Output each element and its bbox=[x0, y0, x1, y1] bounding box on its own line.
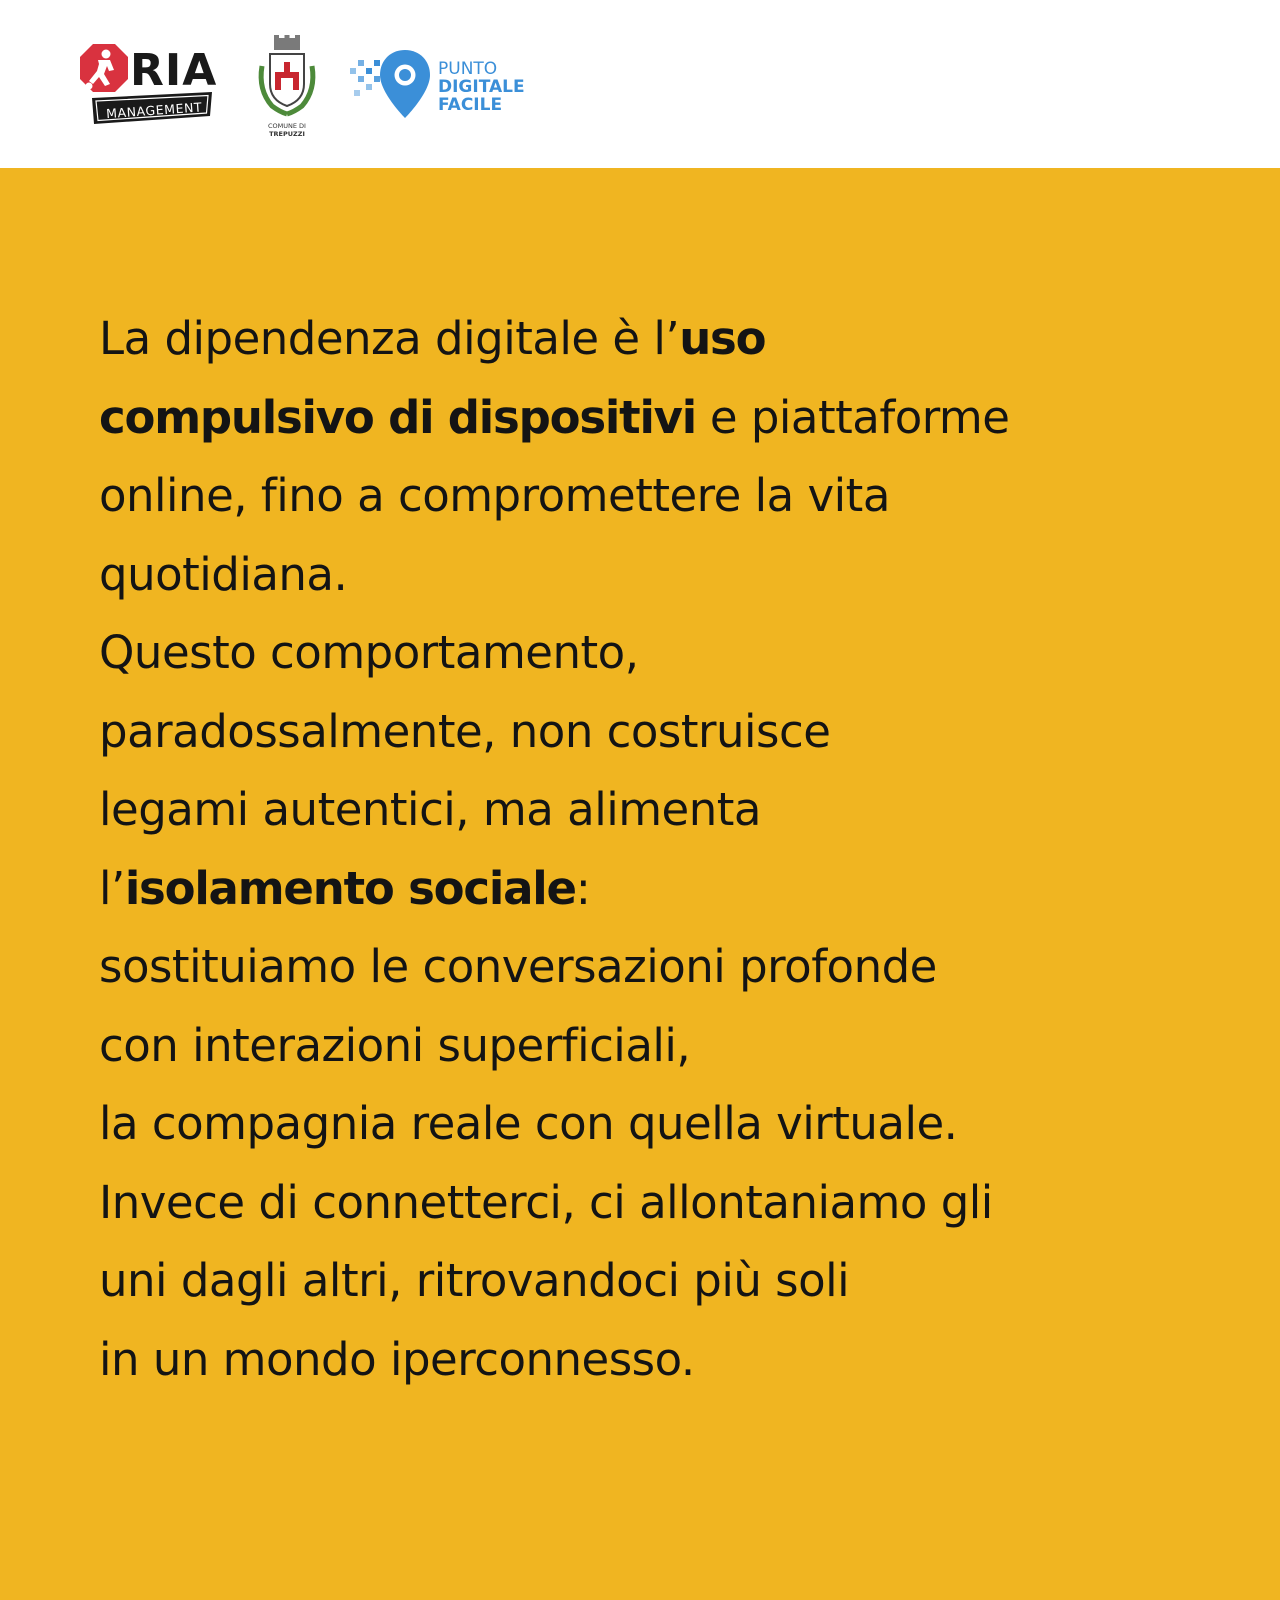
text-segment: uni dagli altri, ritrovandoci più soli bbox=[99, 1254, 850, 1307]
text-line bbox=[99, 1321, 1209, 1400]
text-line bbox=[99, 1085, 1209, 1164]
bold-phrase: uso bbox=[679, 312, 766, 365]
text-line bbox=[99, 693, 1209, 772]
text-line bbox=[99, 928, 1209, 1007]
text-line bbox=[99, 771, 1209, 850]
oria-banner-text: MANAGEMENT bbox=[105, 99, 203, 122]
punto-digitale-facile-logo bbox=[350, 46, 550, 126]
text-line bbox=[99, 1164, 1209, 1243]
text-segment: : bbox=[575, 861, 591, 915]
text-segment: online, fino a compromettere la vita bbox=[99, 469, 890, 522]
oria-wordmark: RIA bbox=[130, 45, 218, 96]
text-segment: sostituiamo le conversazioni profonde bbox=[99, 940, 937, 993]
pdf-line-2: DIGITALE bbox=[438, 77, 525, 97]
text-line bbox=[99, 457, 1209, 536]
text-line bbox=[99, 379, 1209, 458]
crest-icon bbox=[261, 35, 313, 114]
text-segment: in un mondo iperconnesso. bbox=[99, 1332, 695, 1386]
text-line bbox=[99, 300, 1209, 379]
bold-phrase: compulsivo di dispositivi bbox=[99, 390, 697, 444]
text-line bbox=[99, 1007, 1209, 1086]
oria-management-logo bbox=[76, 40, 226, 132]
text-segment: con interazioni superficiali, bbox=[99, 1018, 691, 1072]
text-segment: la compagnia reale con quella virtuale. bbox=[99, 1097, 958, 1150]
text-segment: Questo comportamento, bbox=[99, 626, 639, 679]
pdf-line-1: PUNTO bbox=[438, 59, 498, 79]
pixel-squares-icon bbox=[350, 60, 380, 96]
text-segment: quotidiana. bbox=[99, 547, 348, 601]
text-line bbox=[99, 536, 1209, 615]
text-segment: legami autentici, ma alimenta bbox=[99, 783, 761, 836]
text-segment: l’ bbox=[99, 861, 125, 915]
comune-di-trepuzzi-logo bbox=[252, 32, 322, 138]
pdf-line-3: FACILE bbox=[438, 95, 503, 115]
comune-caption-2: TREPUZZI bbox=[269, 130, 305, 138]
text-segment: La dipendenza digitale è l’ bbox=[99, 312, 680, 365]
comune-caption-1: COMUNE DI bbox=[268, 122, 306, 130]
text-segment: paradossalmente, non costruisce bbox=[99, 704, 831, 758]
text-segment: e piattaforme bbox=[696, 390, 1010, 444]
text-line bbox=[99, 1242, 1209, 1321]
text-line bbox=[99, 850, 1209, 929]
bold-phrase: isolamento sociale bbox=[124, 861, 576, 915]
text-segment: Invece di connetterci, ci allontaniamo gli bbox=[99, 1175, 993, 1229]
header bbox=[0, 0, 1280, 168]
text-line bbox=[99, 614, 1209, 693]
body-paragraph bbox=[99, 300, 1209, 1399]
